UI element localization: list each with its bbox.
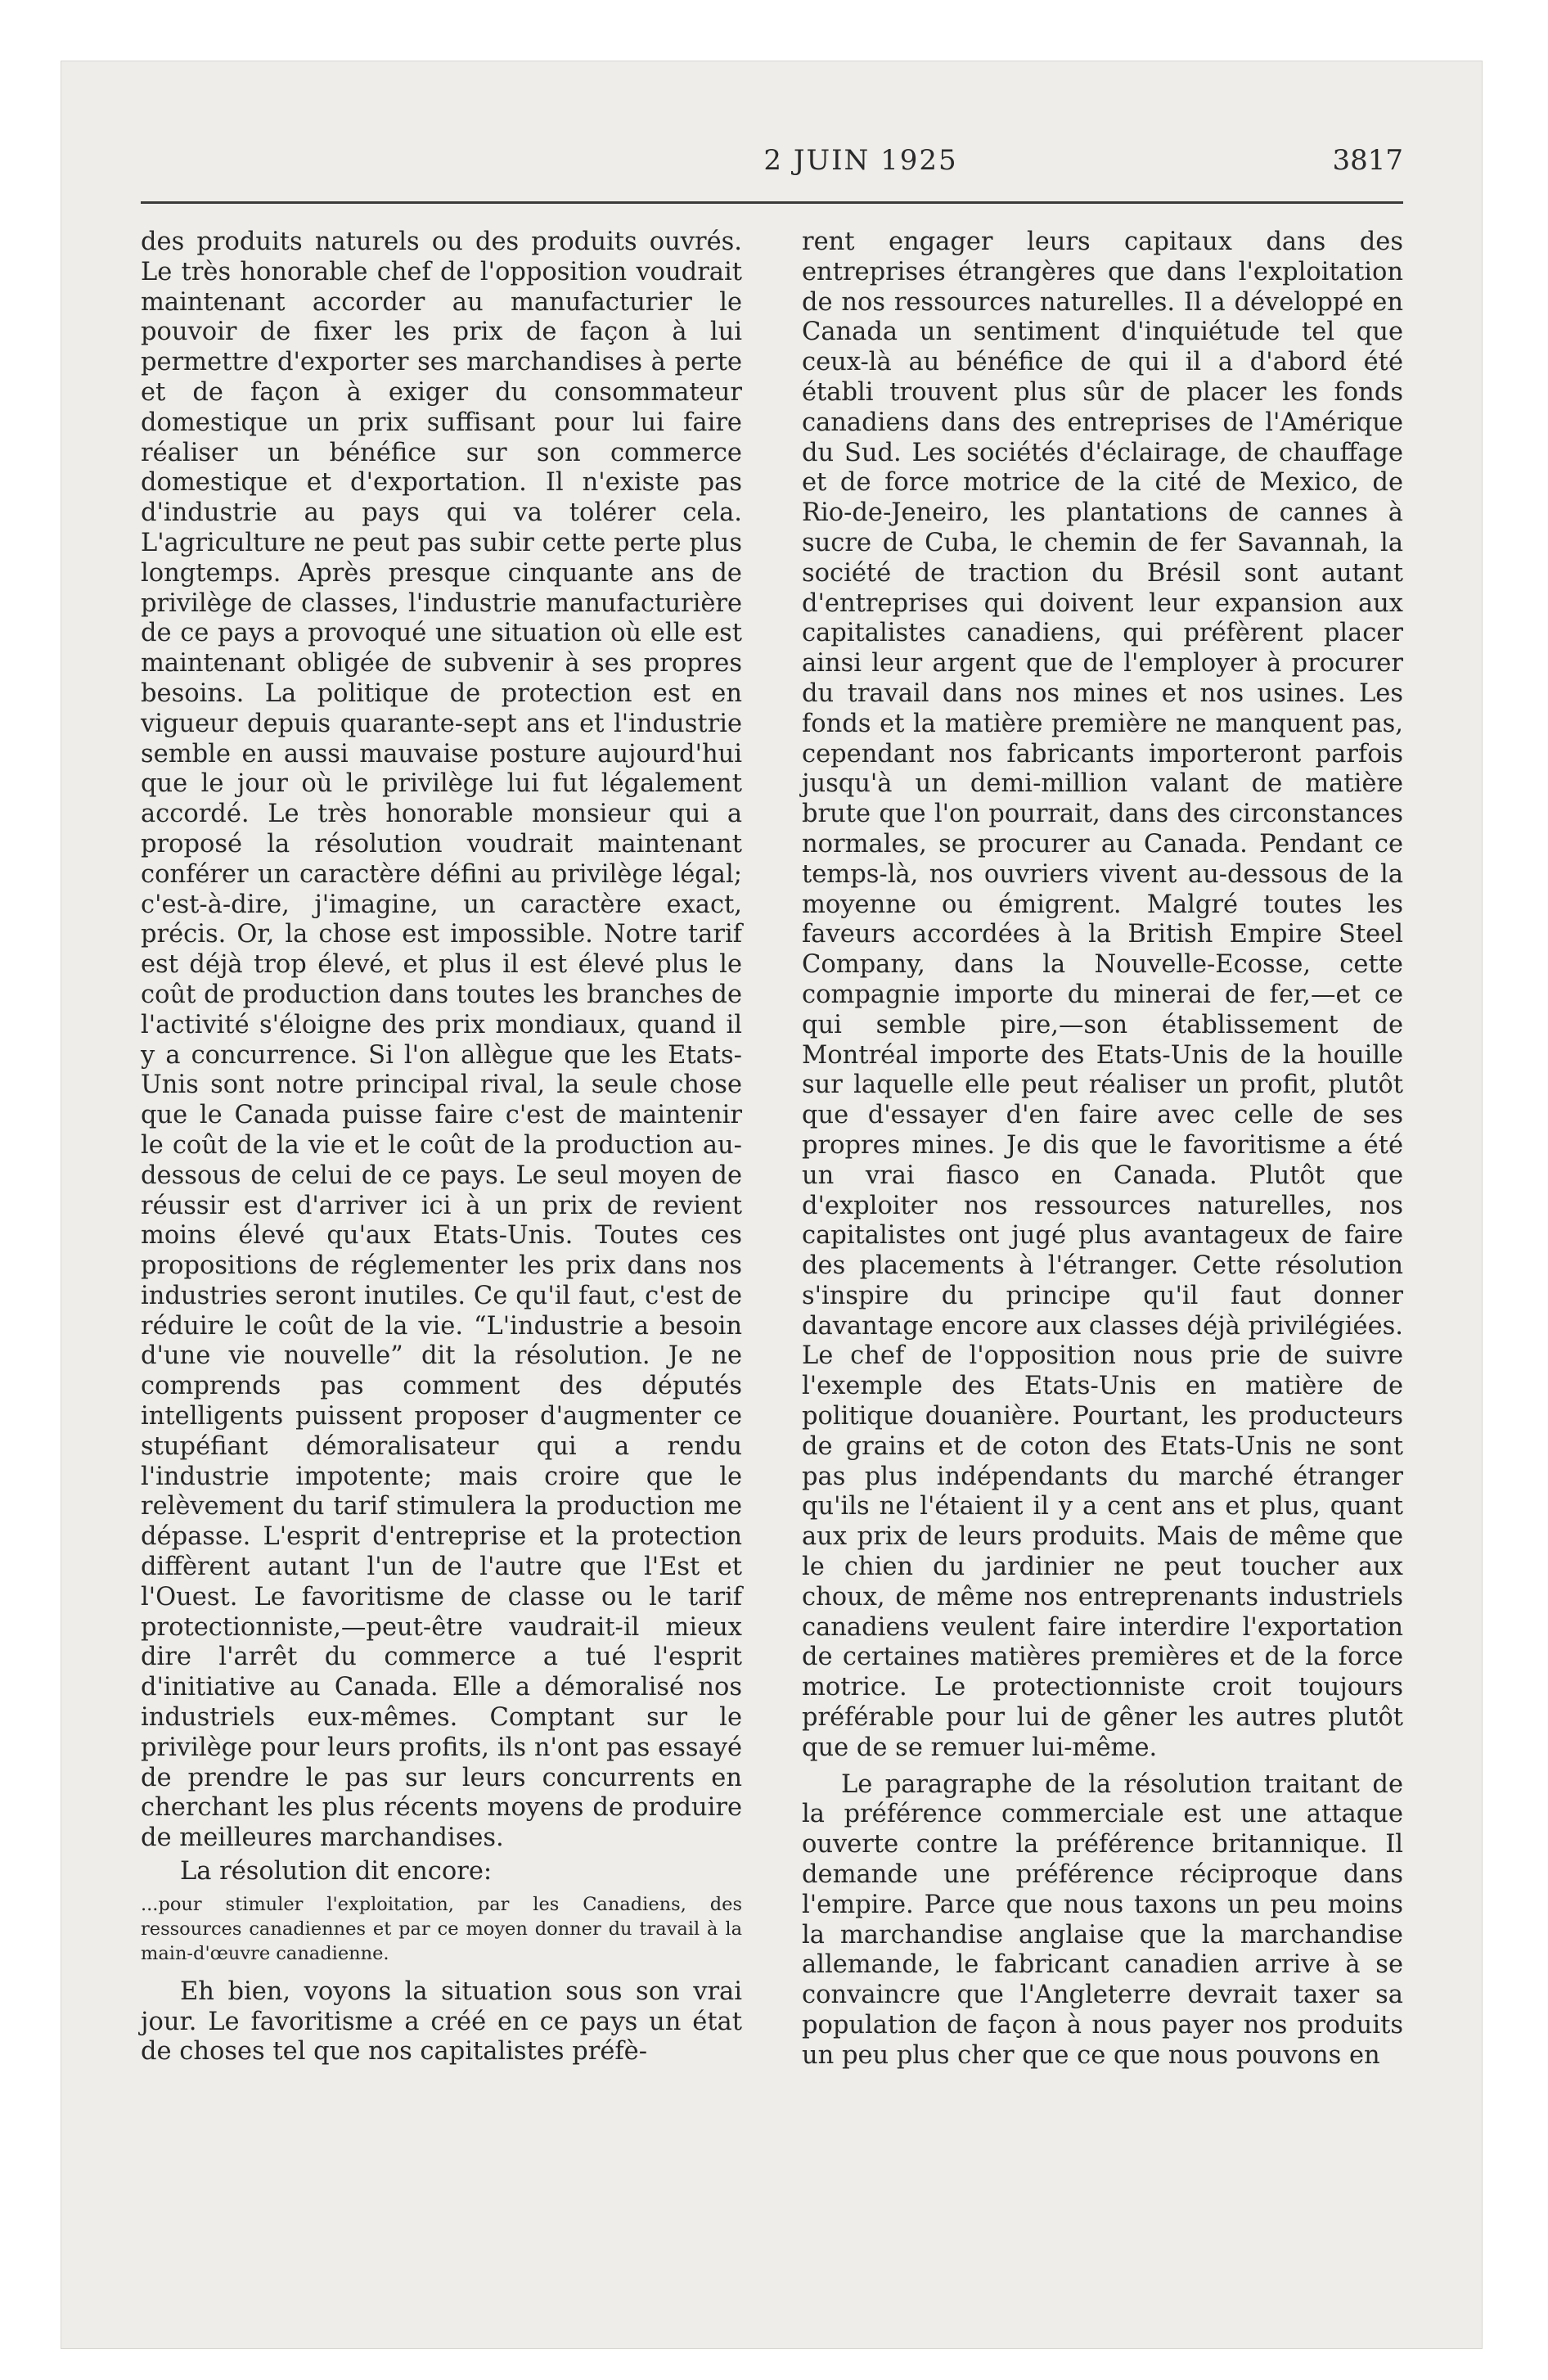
right-column bbox=[802, 228, 1403, 2071]
quote-intro: La résolution dit encore: bbox=[180, 1857, 493, 1886]
header-rule bbox=[141, 201, 1403, 204]
left-paragraph-2: Eh bien, voyons la situation sous son vrai jour. Le favoritisme a créé en ce pays un état de choses tel que nos capitalistes préfè- bbox=[141, 1977, 742, 2067]
page-number: 3817 bbox=[1332, 144, 1403, 177]
header-date: 2 JUIN 1925 bbox=[763, 144, 958, 177]
left-paragraph-1: des produits naturels ou des produits ouvrés. Le très honorable chef de l'opposition voudrait maintenant accorder au manufacturier le pouvoir de fixer les prix de façon à lui permettre d'exporter ses marchandises à perte et de façon à exiger du consommateur domestique un prix suffisant pour lui faire réaliser un bénéfice sur son commerce domestique et d'exportation. Il n'existe pas d'industrie au pays qui va tolérer cela. L'agriculture ne peut pas subir cette perte plus longtemps. Après presque cinquante ans de privilège de classes, l'industrie manufacturière de ce pays a provoqué une situation où elle est maintenant obligée de subvenir à ses propres besoins. La politique de protection est en vigueur depuis quarante-sept ans et l'industrie semble en aussi mauvaise posture aujourd'hui que le jour où le privilège lui fut légalement accordé. Le très honorable monsieur qui a proposé la résolution voudrait maintenant conférer un caractère défini au privilège légal; c'est-à-dire, j'imagine, un caractère exact, précis. Or, la chose est impossible. Notre tarif est déjà trop élevé, et plus il est élevé plus le coût de production dans toutes les branches de l'activité s'éloigne des prix mondiaux, quand il y a concurrence. Si l'on allègue que les Etats-Unis sont notre principal rival, la seule chose que le Canada puisse faire c'est de maintenir le coût de la vie et le coût de la production au-dessous de celui de ce pays. Le seul moyen de réussir est d'arriver ici à un prix de revient moins élevé qu'aux Etats-Unis. Toutes ces propositions de réglementer les prix dans nos industries seront inutiles. Ce qu'il faut, c'est de réduire le coût de la vie. “L'industrie a besoin d'une vie nouvelle” dit la résolution. Je ne comprends pas comment des députés intelligents puissent proposer d'augmenter ce stupéfiant démoralisateur qui a rendu l'industrie impotente; mais croire que le relèvement du tarif stimulera la production me dépasse. L'esprit d'entreprise et la protection diffèrent autant l'un de l'autre que l'Est et l'Ouest. Le favoritisme de classe ou le tarif protectionniste,—peut-être vaudrait-il mieux dire l'arrêt du commerce a tué l'esprit d'initiative au Canada. Elle a démoralisé nos industriels eux-mêmes. Comptant sur le privilège pour leurs profits, ils n'ont pas essayé de prendre le pas sur leurs concurrents en cherchant les plus récents moyens de produire de meilleures marchandises. bbox=[141, 228, 742, 1853]
block-quote: ...pour stimuler l'exploitation, par les Canadiens, des ressources canadiennes et par ce moyen donner du travail à la main-d'œuvre canadienne. bbox=[141, 1893, 742, 1964]
right-paragraph-2: Le paragraphe de la résolution traitant de la préférence commerciale est une attaque ouverte contre la préférence britannique. Il demande une préférence réciproque dans l'empire. Parce que nous taxons un peu moins la marchandise anglaise que la marchandise allemande, le fabricant canadien arrive à se convaincre que l'Angleterre devrait taxer sa population de façon à nous payer nos produits un peu plus cher que ce que nous pouvons en bbox=[802, 1769, 1403, 2070]
page-header bbox=[141, 144, 1403, 193]
left-column bbox=[141, 228, 742, 2067]
right-paragraph-1: rent engager leurs capitaux dans des entreprises étrangères que dans l'exploitation de nos ressources naturelles. Il a développé en Canada un sentiment d'inquiétude tel que ceux-là au bénéfice de qui il a d'abord été établi trouvent plus sûr de placer les fonds canadiens dans des entreprises de l'Amérique du Sud. Les sociétés d'éclairage, de chauffage et de force motrice de la cité de Mexico, de Rio-de-Jeneiro, les plantations de cannes à sucre de Cuba, le chemin de fer Savannah, la société de traction du Brésil sont autant d'entreprises qui doivent leur expansion aux capitalistes canadiens, qui préfèrent placer ainsi leur argent que de l'employer à procurer du travail dans nos mines et nos usines. Les fonds et la matière première ne manquent pas, cependant nos fabricants importeront parfois jusqu'à un demi-million valant de matière brute que l'on pourrait, dans des circonstances normales, se procurer au Canada. Pendant ce temps-là, nos ouvriers vivent au-dessous de la moyenne ou émigrent. Malgré toutes les faveurs accordées à la British Empire Steel Company, dans la Nouvelle-Ecosse, cette compagnie importe du minerai de fer,—et ce qui semble pire,—son établissement de Montréal importe des Etats-Unis de la houille sur laquelle elle peut réaliser un profit, plutôt que d'essayer d'en faire avec celle de ses propres mines. Je dis que le favoritisme a été un vrai fiasco en Canada. Plutôt que d'exploiter nos ressources naturelles, nos capitalistes ont jugé plus avantageux de faire des placements à l'étranger. Cette résolution s'inspire du principe qu'il faut donner davantage encore aux classes déjà privilégiées. Le chef de l'opposition nous prie de suivre l'exemple des Etats-Unis en matière de politique douanière. Pourtant, les producteurs de grains et de coton des Etats-Unis ne sont pas plus indépendants du marché étranger qu'ils ne l'étaient il y a cent ans et plus, quant aux prix de leurs produits. Mais de même que le chien du jardinier ne peut toucher aux choux, de même nos entreprenants industriels canadiens veulent faire interdire l'exportation de certaines matières premières et de la force motrice. Le protectionniste croit toujours préférable pour lui de gêner les autres plutôt que de se remuer lui-même. bbox=[802, 228, 1403, 1762]
